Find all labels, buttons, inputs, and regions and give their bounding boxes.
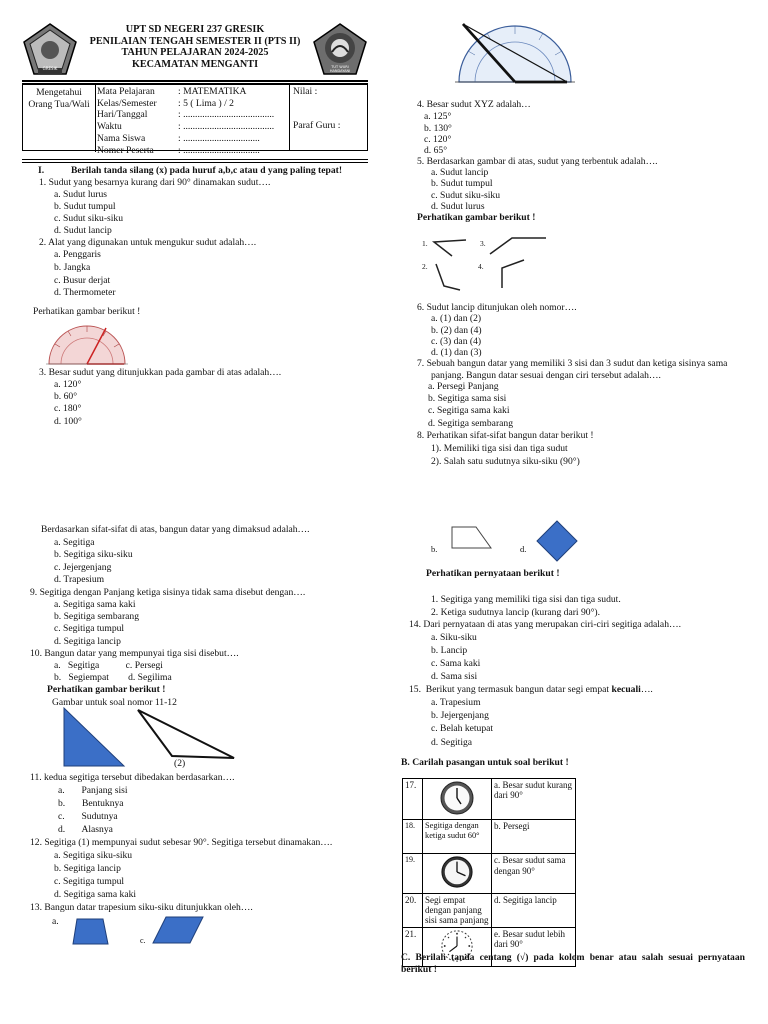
nilai-label: Nilai : [293,86,318,97]
statement-cell: Segi empat dengan panjang sisi sama panjang [423,893,492,927]
q15-ellipsis: …. [640,684,653,695]
q9-option-b[interactable]: b. Segitiga sembarang [54,611,139,622]
date-field[interactable]: : ...................................... [178,109,275,121]
info-fields [97,86,287,156]
q7-option-b[interactable]: b. Segitiga sama sisi [428,393,507,404]
field-value: : MATEMATIKA [178,86,247,97]
field-value: : 5 ( Lima ) / 2 [178,97,234,109]
q7-option-d[interactable]: d. Segitiga sembarang [428,418,513,429]
field-label: Kelas/Semester [97,97,157,109]
q4-option-d[interactable]: d. 65° [424,145,448,156]
grade-cell [289,85,371,150]
q6: 6. Sudut lancip ditunjukan oleh nomor…. [417,302,577,313]
q11: 11. kedua segitiga tersebut dibedakan berdasarkan…. [30,772,235,783]
q12-option-c[interactable]: c. Segitiga tumpul [54,876,125,887]
angle-label-3: 3. [480,239,486,248]
q5-option-d[interactable]: d. Sudut lurus [431,201,485,212]
info-row [97,145,287,157]
q7-option-c[interactable]: c. Segitiga sama kaki [428,405,510,416]
row-number: 17. [403,779,423,820]
trapezoid-outline-icon[interactable] [450,526,492,550]
q10: 10. Bangun datar yang mempunyai tiga sisi disebut…. [30,648,239,659]
q4-option-b[interactable]: b. 130° [424,123,452,134]
header-title [80,24,310,70]
participant-number-field[interactable]: : ................................ [178,144,260,156]
info-row [97,109,287,121]
q12: 12. Segitiga (1) mempunyai sudut sebesar 90°. Segitiga tersebut dinamakan…. [30,837,333,848]
field-label: Mata Pelajaran [97,86,155,97]
q1-option-a[interactable]: a. Sudut lurus [54,189,108,200]
logo-right-text: TUT WURI HANDAYANI [329,65,351,74]
instruction: Perhatikan pernyataan berikut ! [426,568,560,579]
q9-option-d[interactable]: d. Segitiga lancip [54,636,121,647]
q1-option-d[interactable]: d. Sudut lancip [54,225,112,236]
q15 [409,684,653,696]
q7-option-a[interactable]: a. Persegi Panjang [428,381,499,392]
q1-option-c[interactable]: c. Sudut siku-siku [54,213,124,224]
angle-label-2: 2. [422,262,428,271]
exam-name: PENILAIAN TENGAH SEMESTER II (PTS II) [89,35,301,47]
q12-option-a[interactable]: a. Segitiga siku-siku [54,850,133,861]
q15-option-b[interactable]: b. Jejergenjang [431,710,489,721]
q4-option-c[interactable]: c. 120° [424,134,452,145]
angle-label-4: 4. [478,262,484,271]
table-row [403,820,576,854]
q8-property-2: 2). Salah satu sudutnya siku-siku (90°) [431,456,580,467]
q7-cont: panjang. Bangun datar sesuai dengan ciri tersebut adalah…. [431,370,661,381]
q3-option-a[interactable]: a. 120° [54,379,82,390]
q5: 5. Berdasarkan gambar di atas, sudut yang terbentuk adalah…. [417,156,658,167]
school-year: TAHUN PELAJARAN 2024-2025 [121,47,269,59]
q13-option-c[interactable]: c. [140,936,146,945]
q13-option-a[interactable]: a. [52,916,59,927]
parallelogram-icon[interactable] [152,916,204,944]
section-number: I. [38,165,45,176]
trapezoid-icon[interactable] [72,918,110,945]
answer-option[interactable]: d. Segitiga lancip [492,893,576,927]
q3: 3. Besar sudut yang ditunjukkan pada gambar di atas adalah…. [39,367,282,378]
district: KECAMATAN MENGANTI [131,58,259,70]
row-number: 19. [403,854,423,893]
student-name-field[interactable]: : ................................ [178,132,260,144]
angles-icon [420,234,550,294]
clock-cell [423,854,492,893]
field-label: Waktu [97,121,122,133]
q8-option-a[interactable]: a. Segitiga [54,537,95,548]
q15-text: 15. Berikut yang termasuk bangun datar segi empat [409,684,612,695]
statement-2: 2. Ketiga sudutnya lancip (kurang dari 90°). [431,607,601,618]
q6-option-c[interactable]: c. (3) dan (4) [431,336,482,347]
row-number: 20. [403,893,423,927]
table-row [403,854,576,893]
q2-option-b[interactable]: b. Jangka [54,262,91,273]
info-row [97,86,287,98]
answer-option[interactable]: a. Besar sudut kurang dari 90° [492,779,576,820]
q6-option-a[interactable]: a. (1) dan (2) [431,313,482,324]
q8-question: Berdasarkan sifat-sifat di atas, bangun datar yang dimaksud adalah…. [41,524,310,535]
q10-options-bd[interactable]: b. Segiempat d. Segilima [54,672,172,683]
instruction: Perhatikan gambar berikut ! [47,684,166,695]
q5-option-a[interactable]: a. Sudut lancip [431,167,489,178]
q2-option-c[interactable]: c. Busur derjat [54,275,111,286]
angles-figure [420,234,550,294]
protractor-xyz-icon [455,18,575,86]
q8: 8. Perhatikan sifat-sifat bangun datar berikut ! [417,430,594,441]
triangles-icon [62,706,238,768]
q3-option-c[interactable]: c. 180° [54,403,82,414]
q11-option-a[interactable]: a. Panjang sisi [58,785,128,796]
q8-option-d[interactable]: d. Trapesium [54,574,105,585]
q13: 13. Bangun datar trapesium siku-siku ditunjukkan oleh…. [30,902,253,913]
q2-option-a[interactable]: a. Penggaris [54,249,101,260]
q2-option-d[interactable]: d. Thermometer [54,287,116,298]
q14: 14. Dari pernyataan di atas yang merupakan ciri-ciri segitiga adalah…. [409,619,681,630]
triangle-2-label: (2) [174,758,186,769]
section-c-title: C. Berilah tanda centang (√) pada kolom benar atau salah sesuai pernyataan berikut ! [401,952,745,976]
statement-cell: Segitiga dengan ketiga sudut 60° [423,820,492,854]
figure-caption: Gambar untuk soal nomor 11-12 [52,697,177,708]
parent-label-1: Mengetahui [36,87,82,98]
logo-left-text: GRESIK [42,66,58,71]
time-field[interactable]: : ...................................... [178,121,275,133]
q4: 4. Besar sudut XYZ adalah… [417,99,531,110]
q12-option-b[interactable]: b. Segitiga lancip [54,863,121,874]
q13-option-b[interactable]: b. [431,544,438,554]
q9-option-c[interactable]: c. Segitiga tumpul [54,623,125,634]
q5-option-b[interactable]: b. Sudut tumpul [431,178,493,189]
table-row [403,893,576,927]
q2: 2. Alat yang digunakan untuk mengukur sudut adalah…. [39,237,257,248]
info-row [97,133,287,145]
rhombus-icon[interactable] [536,520,578,562]
angle-label-1: 1. [422,239,428,248]
section-title: Berilah tanda silang (x) pada huruf a,b,c atau d yang paling tepat! [70,165,343,176]
answer-option[interactable]: e. Besar sudut lebih dari 90° [492,927,576,966]
header-rule [22,80,368,82]
q4-option-a[interactable]: a. 125° [424,111,452,122]
q5-option-c[interactable]: c. Sudut siku-siku [431,190,501,201]
instruction: Perhatikan gambar berikut ! [417,212,536,223]
q10-options-ac[interactable]: a. Segitiga c. Persegi [54,660,163,671]
q14-option-c[interactable]: c. Sama kaki [431,658,481,669]
matching-table [402,778,576,967]
instruction: Perhatikan gambar berikut ! [33,306,141,317]
q11-option-b[interactable]: b. Bentuknya [58,798,124,809]
q6-option-d[interactable]: d. (1) dan (3) [431,347,482,358]
answer-option[interactable]: c. Besar sudut sama dengan 90° [492,854,576,893]
field-label: Nomer Peserta [97,144,154,156]
logo-right [312,22,368,78]
row-number: 18. [403,820,423,854]
q8-option-b[interactable]: b. Segitiga siku-siku [54,549,133,560]
q14-option-a[interactable]: a. Siku-siku [431,632,477,643]
logo-left [22,22,78,78]
info-row [97,98,287,110]
q15-emphasis: kecuali [611,684,641,695]
q6-option-b[interactable]: b. (2) dan (4) [431,325,482,336]
q14-option-b[interactable]: b. Lancip [431,645,468,656]
q8-option-c[interactable]: c. Jejergenjang [54,562,112,573]
q14-option-d[interactable]: d. Sama sisi [431,671,478,682]
row-number: 21. [403,927,423,966]
q3-option-d[interactable]: d. 100° [54,416,82,427]
q1: 1. Sudut yang besarnya kurang dari 90° dinamakan sudut…. [39,177,271,188]
student-info-box [22,83,368,156]
paraf-label: Paraf Guru : [293,119,341,131]
divider-double [22,159,368,163]
q8-property-1: 1). Memiliki tiga sisi dan tiga sudut [431,443,568,454]
school-name: UPT SD NEGERI 237 GRESIK [125,24,265,35]
q1-option-b[interactable]: b. Sudut tumpul [54,201,116,212]
parent-label-2: Orang Tua/Wali [28,98,90,110]
table-row [403,779,576,820]
protractor-small-icon [46,324,128,368]
q13-option-d[interactable]: d. [520,544,527,554]
statement-1: 1. Segitiga yang memiliki tiga sisi dan tiga sudut. [431,594,621,605]
answer-option[interactable]: b. Persegi [492,820,576,854]
q3-option-b[interactable]: b. 60° [54,391,78,402]
q9: 9. Segitiga dengan Panjang ketiga sisinya tidak sama disebut dengan…. [30,587,306,598]
q11-option-c[interactable]: c. Sudutnya [58,811,118,822]
parent-signature-cell [23,85,96,152]
q15-option-c[interactable]: c. Belah ketupat [431,723,494,734]
q15-option-a[interactable]: a. Trapesium [431,697,481,708]
q7: 7. Sebuah bangun datar yang memiliki 3 sisi dan 3 sudut dan ketiga sisinya sama [417,358,728,369]
field-label: Hari/Tanggal [97,109,148,121]
q9-option-a[interactable]: a. Segitiga sama kaki [54,599,136,610]
clock-icon [440,855,474,889]
q11-option-d[interactable]: d. Alasnya [58,824,113,835]
field-label: Nama Siswa [97,132,146,144]
clock-icon [439,780,475,816]
info-row [97,121,287,133]
section-1-title [38,165,342,177]
clock-cell [423,779,492,820]
q15-option-d[interactable]: d. Segitiga [431,737,473,748]
q12-option-d[interactable]: d. Segitiga sama kaki [54,889,137,900]
section-b-title: B. Carilah pasangan untuk soal berikut ! [401,757,569,768]
